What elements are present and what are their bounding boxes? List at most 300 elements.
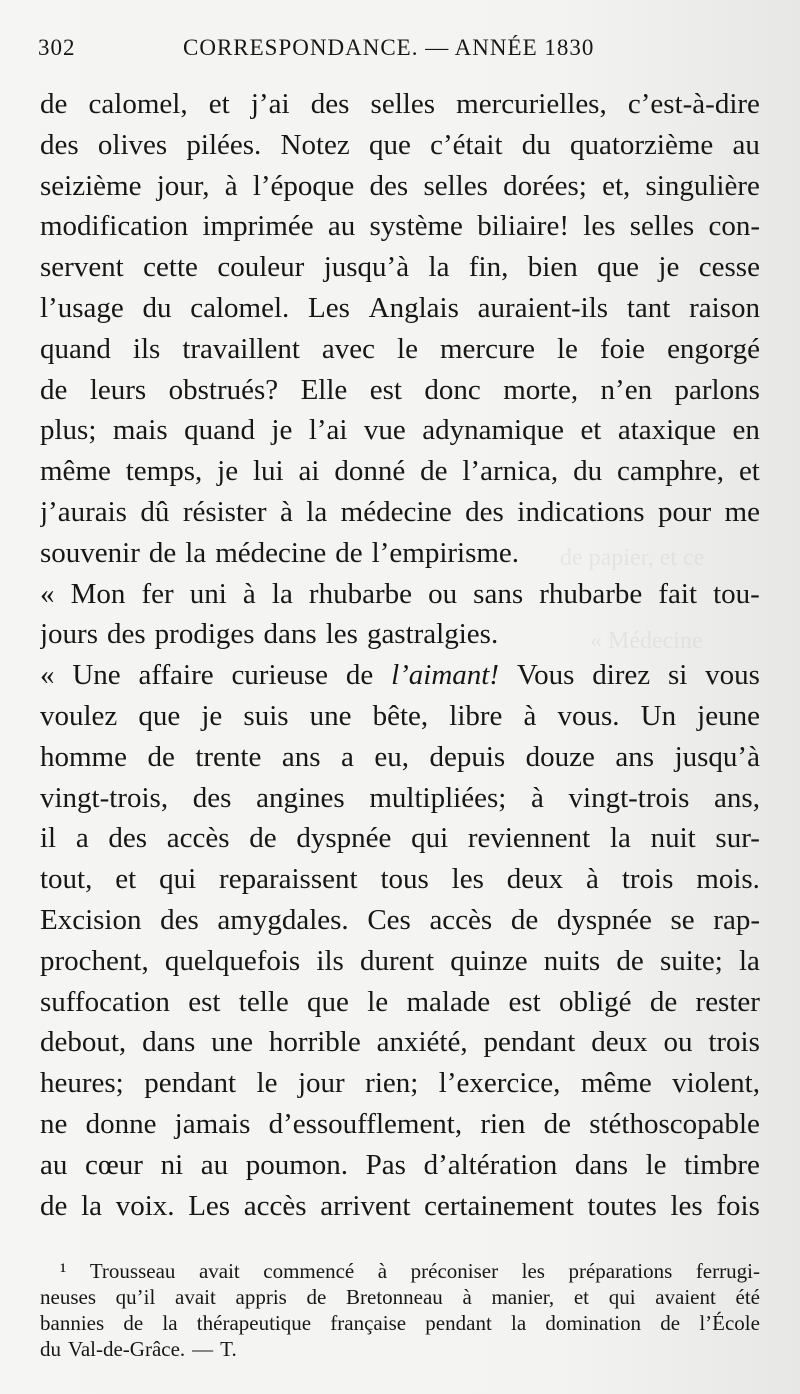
word: ou bbox=[663, 1026, 693, 1059]
word: une bbox=[309, 699, 352, 732]
word: olives bbox=[97, 128, 168, 161]
word: l’arnica, bbox=[462, 455, 559, 488]
word: pendant bbox=[425, 1311, 492, 1335]
word: Les bbox=[188, 1189, 231, 1222]
word: l’époque bbox=[252, 169, 355, 202]
word: a bbox=[341, 740, 354, 773]
word: l’École bbox=[699, 1311, 760, 1335]
word: les bbox=[325, 618, 358, 651]
word: du bbox=[40, 1337, 61, 1361]
running-header bbox=[38, 30, 758, 70]
word: que bbox=[368, 128, 411, 161]
text-line bbox=[40, 1186, 760, 1227]
word: ans bbox=[281, 740, 321, 773]
word: selles bbox=[370, 88, 435, 120]
word: avec bbox=[321, 332, 376, 365]
word: se bbox=[670, 903, 695, 936]
word: et bbox=[580, 414, 602, 447]
word: de bbox=[649, 985, 678, 1018]
word: française bbox=[330, 1311, 407, 1335]
word: suis bbox=[243, 699, 289, 732]
word: n’en bbox=[600, 373, 653, 406]
word: qui bbox=[159, 863, 197, 896]
word: résister bbox=[182, 495, 267, 528]
word: et bbox=[573, 1285, 590, 1309]
word: des bbox=[369, 169, 409, 202]
word: direz bbox=[592, 659, 651, 692]
word: calomel, bbox=[88, 88, 188, 120]
word: de bbox=[660, 1311, 681, 1335]
word: quatorzième bbox=[569, 128, 714, 161]
word: préparations bbox=[568, 1259, 673, 1283]
word: et, bbox=[602, 169, 631, 202]
word: système bbox=[369, 210, 463, 243]
word: donné bbox=[334, 455, 406, 488]
word: singulière bbox=[645, 169, 760, 202]
word: de bbox=[40, 373, 68, 406]
text-line bbox=[40, 247, 760, 288]
word: indications bbox=[517, 495, 645, 528]
word: jusqu’à bbox=[674, 740, 760, 773]
word: rhubarbe bbox=[539, 577, 643, 610]
word: du bbox=[142, 291, 172, 324]
text-line bbox=[40, 329, 760, 370]
word: je bbox=[217, 455, 239, 488]
word: je bbox=[271, 414, 293, 447]
word: Mon bbox=[70, 577, 126, 610]
word: au bbox=[327, 210, 356, 243]
word: que bbox=[597, 251, 639, 284]
word: jeune bbox=[697, 699, 760, 732]
word: suffocation bbox=[40, 985, 170, 1018]
word: de bbox=[543, 1107, 571, 1140]
text-line bbox=[40, 206, 760, 247]
text-line bbox=[40, 696, 760, 737]
word: prochent, bbox=[40, 944, 149, 977]
word: uni bbox=[189, 577, 227, 610]
word: imprimée bbox=[202, 210, 314, 243]
word: qui bbox=[411, 822, 449, 855]
word: de bbox=[148, 536, 177, 569]
word: ai bbox=[298, 455, 320, 488]
word: biliaire! bbox=[477, 210, 569, 243]
word: dyspnée bbox=[296, 822, 392, 855]
word: des bbox=[465, 495, 504, 528]
text-line bbox=[40, 533, 760, 574]
word: « bbox=[40, 577, 55, 610]
word: quinze bbox=[450, 944, 528, 977]
word: Les bbox=[308, 291, 350, 324]
word: à bbox=[377, 1259, 388, 1283]
word: certainement bbox=[424, 1189, 574, 1222]
word: de bbox=[147, 740, 175, 773]
word: et bbox=[115, 863, 137, 896]
word: trois bbox=[708, 1026, 760, 1059]
word: est bbox=[508, 985, 541, 1018]
word: à bbox=[523, 699, 537, 732]
word: travaillent bbox=[182, 332, 300, 365]
word: camphre, bbox=[616, 455, 725, 488]
word: leurs bbox=[89, 373, 147, 406]
word: à bbox=[279, 495, 293, 528]
word: domination bbox=[545, 1311, 642, 1335]
text-line bbox=[40, 818, 760, 859]
word: qu’il bbox=[115, 1285, 156, 1309]
word: tout, bbox=[40, 863, 93, 896]
word: est bbox=[188, 985, 221, 1018]
word: seizième bbox=[40, 169, 142, 202]
word: servent bbox=[40, 251, 124, 284]
word: le bbox=[397, 332, 418, 365]
word: T. bbox=[220, 1337, 237, 1361]
word: la bbox=[81, 1189, 102, 1222]
word: Vous bbox=[516, 659, 575, 692]
word: donc bbox=[424, 373, 481, 406]
word: la bbox=[738, 944, 760, 977]
word: l’ai bbox=[308, 414, 348, 447]
word: auraient-ils bbox=[477, 291, 609, 324]
word: l’exercice, bbox=[438, 1067, 561, 1100]
word: nuits bbox=[543, 944, 601, 977]
word: cesse bbox=[698, 251, 760, 284]
word: la bbox=[609, 822, 631, 855]
word: parlons bbox=[674, 373, 760, 406]
text-line bbox=[40, 166, 760, 207]
word: prodiges bbox=[154, 618, 255, 651]
main-text bbox=[40, 84, 760, 1226]
text-line bbox=[40, 1145, 760, 1186]
word: sur- bbox=[715, 822, 760, 855]
word: accès bbox=[243, 1189, 307, 1222]
word: même bbox=[580, 1067, 652, 1100]
word: angines bbox=[256, 781, 345, 814]
word: la bbox=[511, 1311, 527, 1335]
word: des bbox=[310, 88, 350, 120]
word: il bbox=[40, 822, 57, 855]
text-line bbox=[40, 1063, 760, 1104]
word: au bbox=[200, 1148, 229, 1181]
word: j’ai bbox=[250, 88, 290, 120]
word: jusqu’à bbox=[323, 251, 410, 284]
text-line bbox=[40, 574, 760, 615]
text-line bbox=[40, 410, 760, 451]
word: vous bbox=[705, 659, 760, 692]
word: que bbox=[138, 699, 181, 732]
word: que bbox=[307, 985, 349, 1018]
word: douze bbox=[525, 740, 595, 773]
word: ils bbox=[132, 332, 161, 365]
word: foie bbox=[599, 332, 646, 365]
word: mois. bbox=[696, 863, 760, 896]
text-line bbox=[40, 451, 760, 492]
word: stéthoscopable bbox=[589, 1107, 760, 1140]
word: bien bbox=[527, 251, 578, 284]
word: rien bbox=[480, 1107, 526, 1140]
word: mercurielles, bbox=[456, 88, 607, 120]
word: commencé bbox=[263, 1259, 355, 1283]
word: la bbox=[428, 251, 450, 284]
word: si bbox=[667, 659, 688, 692]
word: manier, bbox=[491, 1285, 555, 1309]
word: debout, bbox=[40, 1026, 127, 1059]
text-line bbox=[40, 492, 760, 533]
word: jours bbox=[40, 618, 98, 651]
word: Une bbox=[72, 659, 121, 692]
word: et bbox=[738, 455, 760, 488]
word: de bbox=[420, 455, 448, 488]
word: affaire bbox=[138, 659, 214, 692]
word: bête, bbox=[372, 699, 429, 732]
word: j’aurais bbox=[40, 495, 127, 528]
word: dyspnée bbox=[556, 903, 652, 936]
word: fer bbox=[141, 577, 174, 610]
word: même bbox=[40, 455, 111, 488]
footnote-line bbox=[40, 1336, 760, 1362]
word: vous. bbox=[557, 699, 620, 732]
word: avait bbox=[175, 1285, 216, 1309]
text-line bbox=[40, 900, 760, 941]
word: à bbox=[462, 1285, 472, 1309]
word: « bbox=[40, 659, 55, 692]
word: reparaissent bbox=[219, 863, 358, 896]
word: ni bbox=[160, 1148, 184, 1181]
word: a bbox=[75, 822, 89, 855]
word: raison bbox=[689, 291, 760, 324]
word: médecine bbox=[340, 495, 452, 528]
word: timbre bbox=[684, 1148, 760, 1181]
word: Pas bbox=[365, 1148, 406, 1181]
word: libre bbox=[449, 699, 503, 732]
word: con- bbox=[708, 210, 760, 243]
word: le bbox=[367, 985, 389, 1018]
text-line bbox=[40, 859, 760, 900]
word: pendant bbox=[483, 1026, 576, 1059]
word: nuit bbox=[650, 822, 696, 855]
word: Bretonneau bbox=[346, 1285, 443, 1309]
word: me bbox=[724, 495, 760, 528]
word: au bbox=[732, 128, 760, 161]
word: temps, bbox=[125, 455, 203, 488]
text-line bbox=[40, 982, 760, 1023]
word: ou bbox=[428, 577, 458, 610]
word: suite; bbox=[659, 944, 723, 977]
text-line bbox=[40, 370, 760, 411]
word: tant bbox=[626, 291, 671, 324]
word: de bbox=[616, 944, 644, 977]
word: fait bbox=[658, 577, 698, 610]
word: curieuse bbox=[231, 659, 329, 692]
word: trois bbox=[621, 863, 674, 896]
word: l’empirisme. bbox=[371, 536, 520, 569]
word: qui bbox=[608, 1285, 636, 1309]
text-line bbox=[40, 614, 760, 655]
word: anxiété, bbox=[376, 1026, 468, 1059]
word: de bbox=[306, 1285, 327, 1309]
word: c’est-à-dire bbox=[627, 88, 760, 120]
word: cette bbox=[143, 251, 198, 284]
word: depuis bbox=[429, 740, 506, 773]
text-line bbox=[40, 941, 760, 982]
word: les bbox=[670, 1189, 703, 1222]
word: en bbox=[732, 414, 760, 447]
word: une bbox=[211, 1026, 254, 1059]
word: la bbox=[306, 495, 328, 528]
word: Elle bbox=[300, 373, 348, 406]
word: le bbox=[256, 1067, 278, 1100]
word: de bbox=[123, 1311, 144, 1335]
word: pour bbox=[657, 495, 712, 528]
word: quand bbox=[40, 332, 111, 365]
text-line bbox=[40, 84, 760, 125]
word: ne bbox=[40, 1107, 68, 1140]
word: la bbox=[185, 536, 207, 569]
word: avait bbox=[198, 1259, 240, 1283]
footnote-line bbox=[40, 1310, 760, 1336]
word: reviennent bbox=[467, 822, 591, 855]
word: les bbox=[583, 210, 616, 243]
word: obstrués? bbox=[168, 373, 279, 406]
word: multipliées; bbox=[369, 781, 507, 814]
footnote-line bbox=[40, 1258, 760, 1284]
word: heures; bbox=[40, 1067, 124, 1100]
footnote-marker: ¹ bbox=[60, 1259, 67, 1283]
word: le bbox=[645, 1148, 667, 1181]
word: je bbox=[658, 251, 680, 284]
word: calomel. bbox=[190, 291, 290, 324]
word: pendant bbox=[144, 1067, 237, 1100]
word: jour, bbox=[156, 169, 210, 202]
word: l’usage bbox=[40, 291, 124, 324]
word: accès bbox=[429, 903, 493, 936]
word: quelquefois bbox=[164, 944, 301, 977]
word: c’était bbox=[430, 128, 503, 161]
word: accès bbox=[166, 822, 230, 855]
word: toutes bbox=[587, 1189, 657, 1222]
word: fois bbox=[716, 1189, 760, 1222]
page-number: 302 bbox=[38, 35, 76, 60]
word: à bbox=[586, 863, 599, 896]
word: de bbox=[345, 659, 374, 692]
word: cœur bbox=[84, 1148, 143, 1181]
word: — bbox=[192, 1337, 214, 1361]
word: arrivent bbox=[320, 1189, 411, 1222]
word: ataxique bbox=[617, 414, 717, 447]
word: quand bbox=[184, 414, 255, 447]
word: fin, bbox=[468, 251, 509, 284]
word: poumon. bbox=[245, 1148, 349, 1181]
running-title: CORRESPONDANCE. — ANNÉE 1830 bbox=[183, 35, 595, 60]
word: les bbox=[521, 1259, 545, 1283]
word: des bbox=[192, 781, 232, 814]
word: de bbox=[40, 88, 68, 120]
word: plus; bbox=[40, 414, 97, 447]
word: obligé bbox=[559, 985, 632, 1018]
word: rap- bbox=[713, 903, 760, 936]
word: trente bbox=[195, 740, 262, 773]
word: médecine bbox=[215, 536, 327, 569]
word: telle bbox=[238, 985, 289, 1018]
word: des bbox=[108, 822, 148, 855]
word: dorées; bbox=[503, 169, 587, 202]
word: ils bbox=[316, 944, 344, 977]
word: de bbox=[249, 822, 277, 855]
word: deux bbox=[591, 1026, 648, 1059]
word: homme bbox=[40, 740, 127, 773]
word: rester bbox=[695, 985, 760, 1018]
word: des bbox=[107, 618, 146, 651]
word: modification bbox=[40, 210, 189, 243]
text-line bbox=[40, 655, 760, 696]
text-line bbox=[40, 737, 760, 778]
word: à bbox=[530, 781, 544, 814]
word: du bbox=[573, 455, 603, 488]
word: Anglais bbox=[368, 291, 459, 324]
word: Val-de-Grâce. bbox=[68, 1337, 186, 1361]
word: donne bbox=[85, 1107, 157, 1140]
word: d’altération bbox=[423, 1148, 558, 1181]
word: pilées. bbox=[186, 128, 262, 161]
word: amygdales. bbox=[217, 903, 349, 936]
word: rien; bbox=[365, 1067, 419, 1100]
word: Trousseau bbox=[89, 1259, 176, 1283]
text-line bbox=[40, 778, 760, 819]
word: est bbox=[369, 373, 402, 406]
word: couleur bbox=[217, 251, 305, 284]
text-line bbox=[40, 288, 760, 329]
word: ans, bbox=[714, 781, 760, 814]
word: mercure bbox=[439, 332, 535, 365]
word: des bbox=[160, 903, 199, 936]
word: vingt-trois, bbox=[40, 781, 169, 814]
word: de bbox=[40, 1189, 68, 1222]
word: violent, bbox=[672, 1067, 760, 1100]
word: engorgé bbox=[667, 332, 760, 365]
word: malade bbox=[406, 985, 491, 1018]
word: dans bbox=[142, 1026, 196, 1059]
word: d’essoufflement, bbox=[268, 1107, 463, 1140]
word: le bbox=[557, 332, 578, 365]
word: lui bbox=[253, 455, 284, 488]
word: de bbox=[335, 536, 363, 569]
word: Notez bbox=[280, 128, 350, 161]
word: selles bbox=[423, 169, 488, 202]
word: je bbox=[201, 699, 223, 732]
word: la bbox=[162, 1311, 178, 1335]
word: à bbox=[242, 577, 256, 610]
bleed-through-text: « Médecine bbox=[590, 628, 703, 654]
word: neuses bbox=[40, 1285, 96, 1309]
word: jour bbox=[297, 1067, 345, 1100]
word: avaient bbox=[655, 1285, 716, 1309]
word: voix. bbox=[115, 1189, 175, 1222]
word: sans bbox=[473, 577, 524, 610]
word: de bbox=[510, 903, 539, 936]
word: durent bbox=[360, 944, 435, 977]
text-line bbox=[40, 125, 760, 166]
word: morte, bbox=[503, 373, 579, 406]
word: vingt-trois bbox=[568, 781, 690, 814]
word: voulez bbox=[40, 699, 118, 732]
word: horrible bbox=[268, 1026, 361, 1059]
word: et bbox=[208, 88, 230, 120]
word: bannies bbox=[40, 1311, 105, 1335]
word: l’aimant! bbox=[391, 659, 500, 692]
word: à bbox=[224, 169, 238, 202]
word: dans bbox=[574, 1148, 629, 1181]
word: dans bbox=[263, 618, 317, 651]
word: gastralgies. bbox=[366, 618, 499, 651]
word: souvenir bbox=[40, 536, 140, 569]
